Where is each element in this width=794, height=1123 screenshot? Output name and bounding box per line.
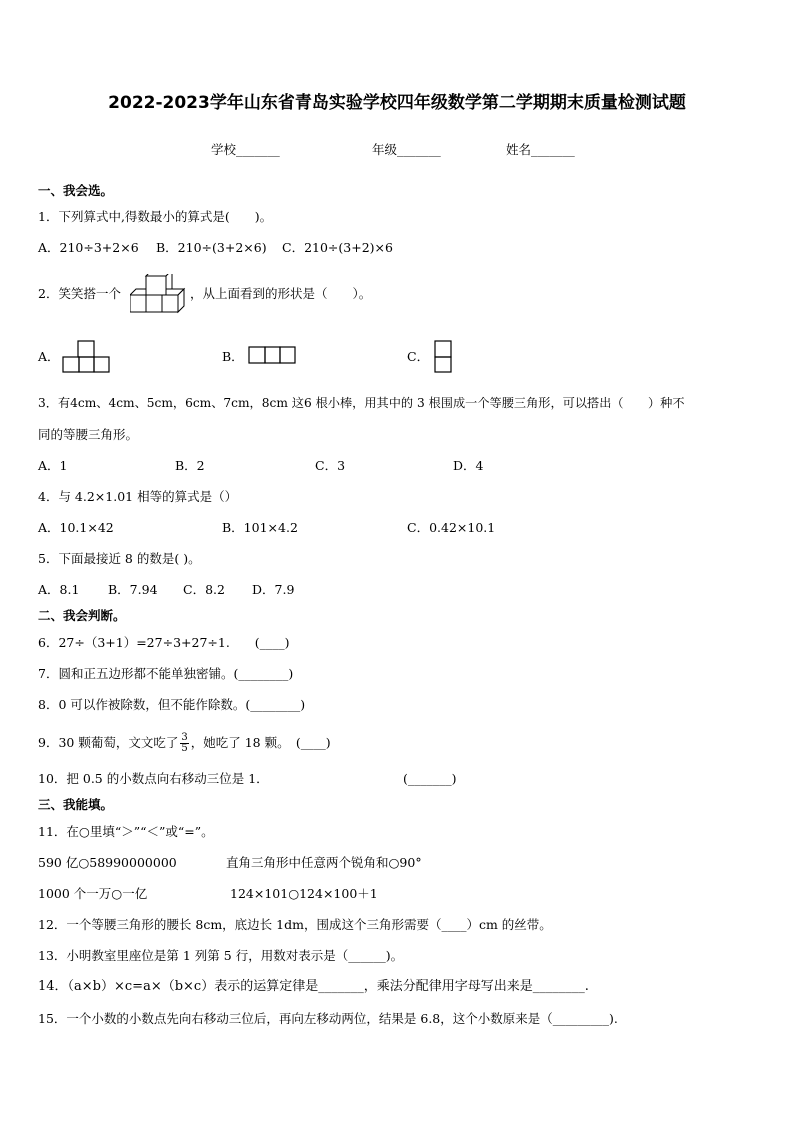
q2-shape-c-icon xyxy=(434,340,454,374)
q4-option-b[interactable]: B．101×4.2 xyxy=(222,520,298,535)
question-10: 10．把 0.5 的小数点向右移动三位是 1． xyxy=(38,771,269,786)
question-10-blank[interactable]: (_______) xyxy=(403,771,457,786)
q11-item-2[interactable]: 直角三角形中任意两个锐角和○90° xyxy=(226,855,422,870)
fraction-three-fifths xyxy=(180,733,188,754)
q4-option-a[interactable]: A．10.1×42 xyxy=(38,520,114,535)
fraction-numerator: 3 xyxy=(181,732,188,743)
q11-item-1[interactable]: 590 亿○58990000000 xyxy=(38,855,177,870)
question-2-prefix: 2．笑笑搭一个 xyxy=(38,286,121,301)
q2-option-a[interactable]: A． xyxy=(38,349,60,364)
question-11: 11．在○里填“＞”“＜”或“=”。 xyxy=(38,824,214,839)
section-heading-1: 一、我会选。 xyxy=(38,183,114,198)
cube-stack-figure xyxy=(130,274,186,314)
q5-option-d[interactable]: D．7.9 xyxy=(252,582,295,597)
q2-option-b[interactable]: B． xyxy=(222,349,244,364)
q1-option-c[interactable]: C．210÷(3+2)×6 xyxy=(282,240,393,255)
q1-option-b[interactable]: B．210÷(3+2×6) xyxy=(156,240,267,255)
q2-option-c[interactable]: C． xyxy=(407,349,430,364)
q2-shape-b-icon xyxy=(248,346,298,366)
question-7: 7．圆和正五边形都不能单独密铺。(________) xyxy=(38,666,294,681)
question-9-prefix: 9．30 颗葡萄，文文吃了 xyxy=(38,735,179,750)
question-8: 8．0 可以作被除数，但不能作除数。(________) xyxy=(38,697,306,712)
question-1: 1．下列算式中,得数最小的算式是( )。 xyxy=(38,209,273,224)
question-6: 6．27÷（3+1）=27÷3+27÷1. (____) xyxy=(38,635,290,650)
page-title: 2022-2023学年山东省青岛实验学校四年级数学第二学期期末质量检测试题 xyxy=(108,93,686,113)
section-heading-3: 三、我能填。 xyxy=(38,797,114,812)
q3-option-c[interactable]: C．3 xyxy=(315,458,346,473)
question-5: 5．下面最接近 8 的数是( )。 xyxy=(38,551,201,566)
q5-option-a[interactable]: A．8.1 xyxy=(38,582,80,597)
q1-option-a[interactable]: A．210÷3+2×6 xyxy=(38,240,139,255)
question-4: 4．与 4.2×1.01 相等的算式是（） xyxy=(38,489,238,504)
question-15: 15．一个小数的小数点先向右移动三位后，再向左移动两位，结果是 6.8，这个小数原来是（_________). xyxy=(38,1011,618,1026)
question-14: 14．（a×b）×c=a×（b×c）表示的运算定律是_______，乘法分配律用字母写出来是________. xyxy=(38,979,589,994)
q5-option-b[interactable]: B．7.94 xyxy=(108,582,158,597)
question-13: 13．小明教室里座位是第 1 列第 5 行，用数对表示是（______)。 xyxy=(38,948,404,963)
question-9-suffix: ，她吃了 18 颗。 (____) xyxy=(190,735,331,750)
question-3-line1: 3．有4cm、4cm、5cm，6cm、7cm，8cm 这6 根小棒，用其中的 3 根围成一个等腰三角形，可以搭出（ ）种不 xyxy=(38,396,685,410)
question-2-suffix: ，从上面看到的形状是（ ）。 xyxy=(190,286,372,301)
q2-shape-a-icon xyxy=(62,340,112,374)
question-9 xyxy=(38,733,331,754)
name-field[interactable]: 姓名_______ xyxy=(506,142,575,157)
question-12: 12．一个等腰三角形的腰长 8cm，底边长 1dm，围成这个三角形需要（____）cm 的丝带。 xyxy=(38,917,552,932)
q11-item-4[interactable]: 124×101○124×100＋1 xyxy=(230,886,378,901)
q3-option-b[interactable]: B．2 xyxy=(175,458,205,473)
section-heading-2: 二、我会判断。 xyxy=(38,608,126,623)
q11-item-3[interactable]: 1000 个一万○一亿 xyxy=(38,886,148,901)
question-3-line2: 同的等腰三角形。 xyxy=(38,427,139,442)
q3-option-a[interactable]: A．1 xyxy=(38,458,68,473)
school-field[interactable]: 学校_______ xyxy=(211,142,280,157)
grade-field[interactable]: 年级_______ xyxy=(372,142,441,157)
fraction-denominator: 5 xyxy=(181,743,188,754)
q4-option-c[interactable]: C．0.42×10.1 xyxy=(407,520,496,535)
q5-option-c[interactable]: C．8.2 xyxy=(183,582,225,597)
q3-option-d[interactable]: D．4 xyxy=(453,458,484,473)
